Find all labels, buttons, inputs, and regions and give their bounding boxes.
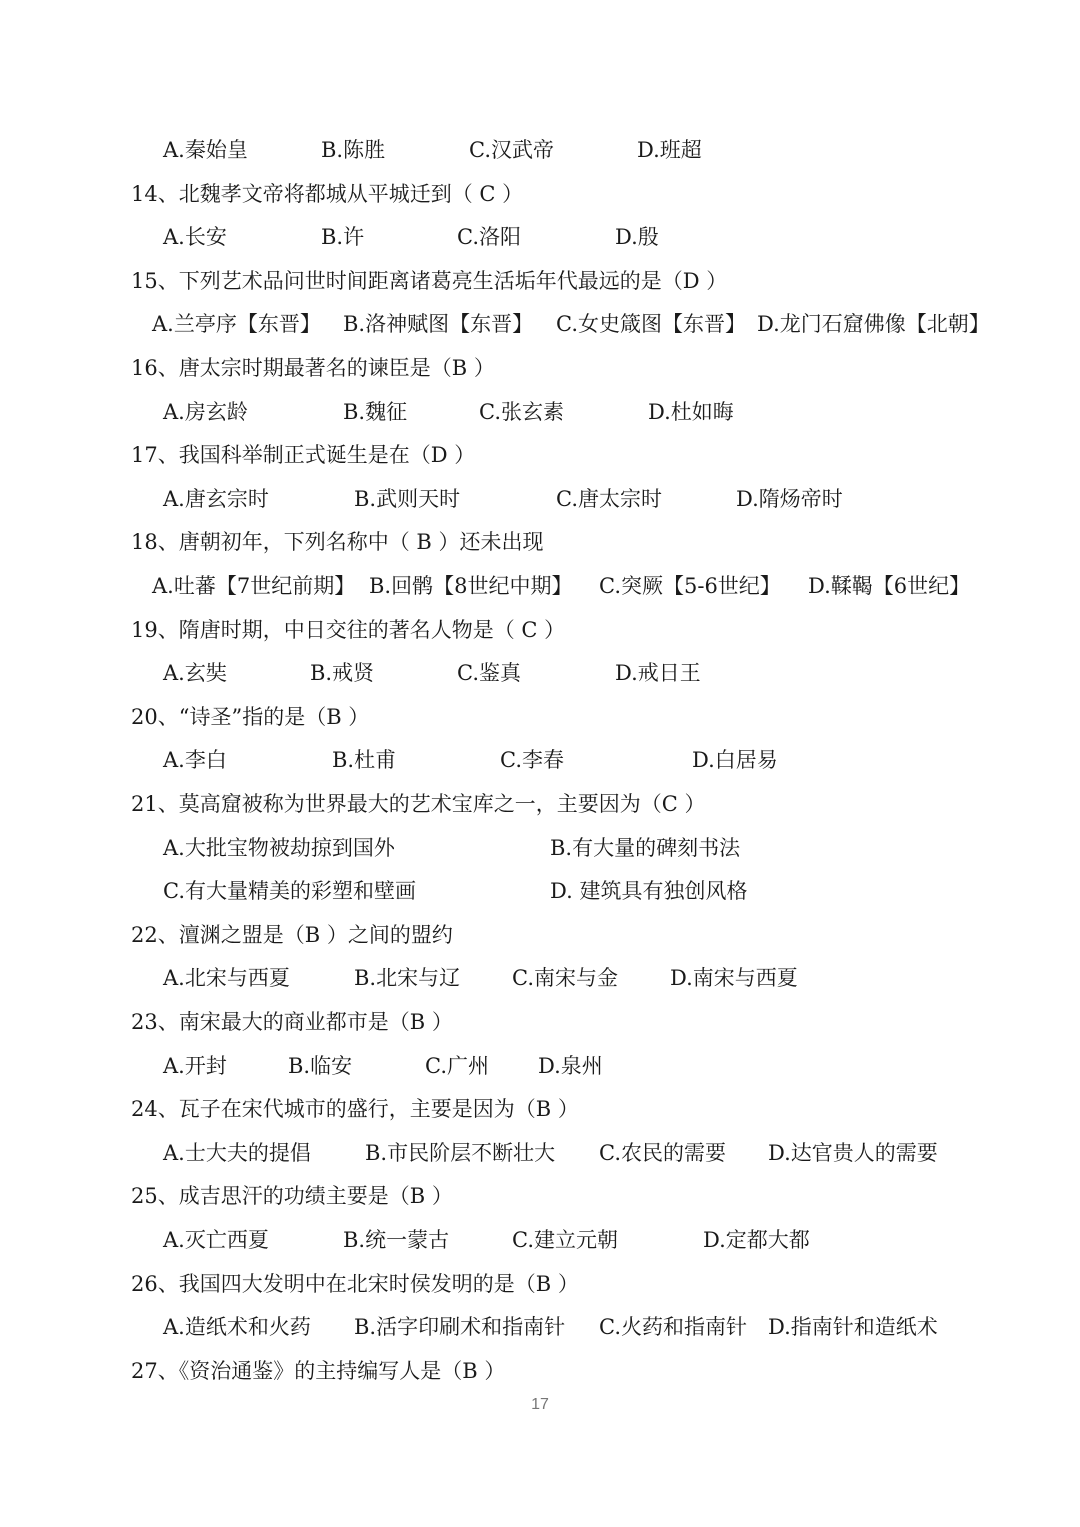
- answer-option: C.洛阳: [457, 225, 521, 250]
- answer-option: A.兰亭序【东晋】: [152, 312, 321, 337]
- answer-option: B.临安: [288, 1053, 353, 1078]
- question-text: 21、莫高窟被称为世界最大的艺术宝库之一，主要因为（C ）: [131, 792, 706, 816]
- answer-option: D.白居易: [692, 748, 778, 773]
- answer-option: A.士大夫的提倡: [163, 1140, 311, 1165]
- options-line: [0, 1048, 1080, 1084]
- answer-option: C.李春: [500, 748, 564, 773]
- answer-option: A.灭亡西夏: [163, 1228, 269, 1252]
- question-line: [0, 437, 1080, 473]
- options-line: [0, 742, 1080, 778]
- options-line: [0, 655, 1080, 691]
- options-line: [0, 1309, 1080, 1345]
- question-line: [0, 1353, 1080, 1389]
- question-line: [0, 176, 1080, 212]
- question-text: 26、我国四大发明中在北宋时侯发明的是（B ）: [131, 1271, 579, 1296]
- answer-option: C.有大量精美的彩塑和壁画: [163, 879, 416, 904]
- answer-option: B.北宋与辽: [354, 966, 461, 991]
- question-line: [0, 1178, 1080, 1214]
- answer-option: A.李白: [163, 748, 227, 773]
- question-line: [0, 1091, 1080, 1127]
- question-text: 15、下列艺术品问世时间距离诸葛亮生活垢年代最远的是（D ）: [131, 268, 728, 293]
- answer-option: B.市民阶层不断壮大: [365, 1140, 556, 1165]
- question-text: 22、澶渊之盟是（B ）之间的盟约: [131, 922, 453, 947]
- answer-option: D.泉州: [538, 1053, 603, 1078]
- answer-option: B.杜甫: [332, 748, 397, 773]
- question-line: [0, 917, 1080, 953]
- options-line: [0, 481, 1080, 517]
- answer-option: C.女史箴图【东晋】: [556, 312, 746, 337]
- answer-option: D.戒日王: [615, 661, 701, 686]
- answer-option: B.武则天时: [354, 486, 461, 511]
- answer-option: D.杜如晦: [648, 399, 734, 424]
- question-text: 20、“诗圣”指的是（B ）: [131, 704, 370, 729]
- question-line: [0, 263, 1080, 299]
- answer-option: A.长安: [163, 225, 227, 250]
- question-line: [0, 699, 1080, 735]
- answer-option: D.龙门石窟佛像【北朝】: [757, 312, 990, 337]
- answer-option: C.火药和指南针: [599, 1315, 747, 1340]
- page-number: 17: [531, 1396, 549, 1413]
- question-line: [0, 786, 1080, 822]
- answer-option: C.南宋与金: [512, 966, 618, 991]
- options-line: [0, 219, 1080, 255]
- options-line: [0, 132, 1080, 168]
- answer-option: C.唐太宗时: [556, 486, 662, 511]
- answer-option: B.活字印刷术和指南针: [354, 1315, 566, 1340]
- answer-option: B.洛神赋图【东晋】: [343, 312, 534, 337]
- question-line: [0, 524, 1080, 560]
- options-line: [0, 1135, 1080, 1171]
- options-line: [0, 306, 1080, 342]
- answer-option: D.隋炀帝时: [736, 486, 843, 511]
- question-text: 17、我国科举制正式诞生是在（D ）: [131, 443, 476, 468]
- answer-option: D.鞣鞨【6世纪】: [808, 574, 971, 598]
- answer-option: C.张玄素: [479, 399, 564, 424]
- answer-option: C.建立元朝: [512, 1228, 618, 1252]
- answer-option: D.定都大都: [703, 1228, 810, 1252]
- answer-option: A.玄奘: [163, 661, 227, 686]
- question-text: 16、唐太宗时期最著名的谏臣是（B ）: [131, 356, 495, 380]
- answer-option: B.有大量的碑刻书法: [550, 835, 741, 860]
- answer-option: A.唐玄宗时: [163, 486, 269, 511]
- answer-option: D.班超: [637, 138, 702, 162]
- question-text: 18、唐朝初年，下列名称中（ B ）还未出现: [131, 530, 544, 555]
- answer-option: A.造纸术和火药: [163, 1315, 311, 1340]
- question-line: [0, 1266, 1080, 1302]
- answer-option: C.突厥【5-6世纪】: [599, 574, 781, 598]
- answer-option: D. 建筑具有独创风格: [550, 879, 748, 904]
- answer-option: A.房玄龄: [163, 399, 248, 424]
- answer-option: B.戒贤: [310, 661, 375, 686]
- answer-option: C.农民的需要: [599, 1140, 726, 1165]
- question-text: 25、成吉思汗的功绩主要是（B ）: [131, 1184, 453, 1209]
- question-text: 19、隋唐时期，中日交往的著名人物是（ C ）: [131, 617, 566, 642]
- question-text: 14、北魏孝文帝将都城从平城迁到（ C ）: [131, 181, 524, 206]
- question-text: 23、南宋最大的商业都市是（B ）: [131, 1010, 453, 1034]
- answer-option: A.秦始皇: [163, 138, 248, 162]
- answer-option: B.陈胜: [321, 138, 386, 162]
- question-line: [0, 1004, 1080, 1040]
- question-line: [0, 350, 1080, 386]
- options-line: [0, 568, 1080, 604]
- answer-option: D.指南针和造纸术: [768, 1315, 938, 1340]
- answer-option: C.汉武帝: [469, 138, 554, 162]
- answer-option: D.达官贵人的需要: [768, 1140, 938, 1165]
- answer-option: B.统一蒙古: [343, 1228, 450, 1252]
- options-line: [0, 1222, 1080, 1258]
- question-text: 27、《资治通鉴》的主持编写人是（B ）: [131, 1358, 506, 1383]
- answer-option: B.魏征: [343, 399, 408, 424]
- answer-option: C.广州: [425, 1053, 489, 1078]
- answer-option: A.开封: [163, 1053, 227, 1078]
- answer-option: A.吐蕃【7世纪前期】: [152, 574, 356, 598]
- answer-option: A.大批宝物被劫掠到国外: [163, 835, 395, 860]
- question-text: 24、瓦子在宋代城市的盛行，主要是因为（B ）: [131, 1097, 579, 1122]
- answer-option: B.许: [321, 225, 365, 250]
- answer-option: D.南宋与西夏: [670, 966, 798, 991]
- options-line: [0, 394, 1080, 430]
- answer-option: B.回鹘【8世纪中期】: [369, 574, 573, 598]
- answer-option: D.殷: [615, 225, 659, 250]
- answer-option: C.鉴真: [457, 661, 521, 686]
- options-line: [0, 960, 1080, 996]
- options-line: [0, 873, 1080, 909]
- question-line: [0, 612, 1080, 648]
- answer-option: A.北宋与西夏: [163, 966, 290, 991]
- options-line: [0, 830, 1080, 866]
